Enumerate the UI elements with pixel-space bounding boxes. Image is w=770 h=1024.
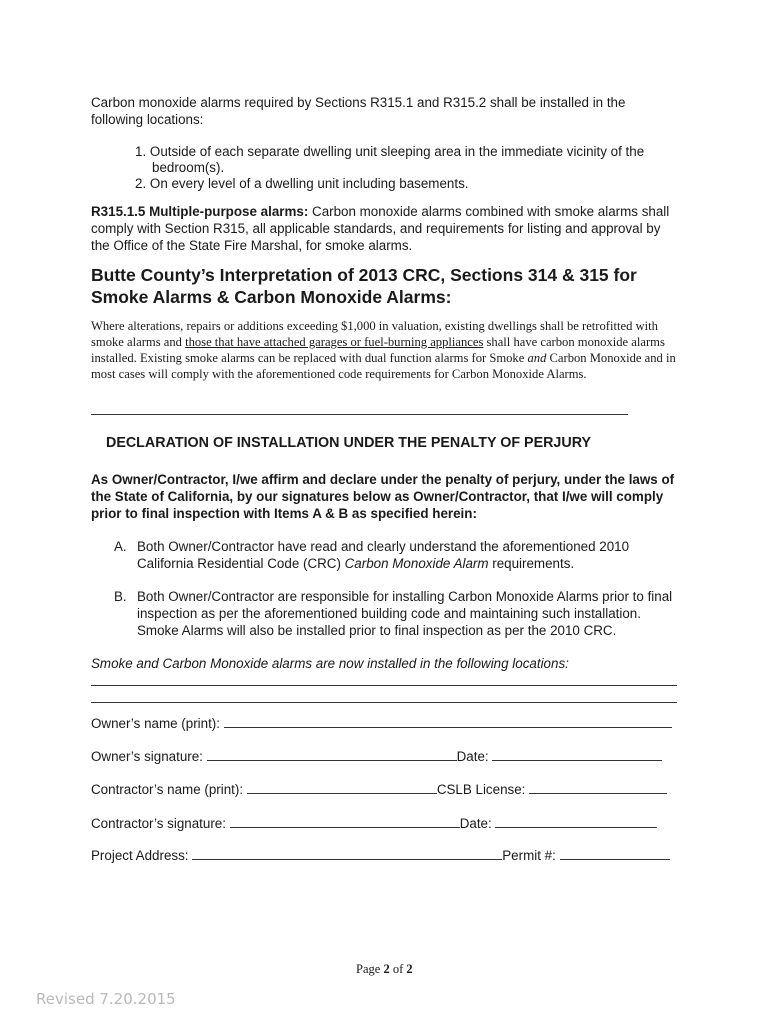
r315-heading: R315.1.5 Multiple-purpose alarms: — [91, 204, 309, 219]
location-item-2 — [135, 175, 695, 192]
interpretation-italic: and — [527, 351, 547, 365]
contractor-signature-row — [91, 815, 657, 832]
item-a-letter: A. — [114, 539, 127, 554]
interpretation-text-1: Where alterations, repairs or additions exceeding $1,000 in valuation, existing dwellings shall be retrofitted with smoke alarms and — [91, 319, 658, 349]
item-a-tail: requirements. — [488, 556, 575, 571]
project-address-field[interactable] — [192, 847, 502, 860]
location-text: Outside of each separate dwelling unit sleeping area in the immediate vicinity of the — [149, 144, 645, 159]
owner-name-label: Owner’s name (print): — [91, 716, 220, 731]
item-a-italic: Carbon Monoxide Alarm — [344, 556, 489, 571]
locations-note: Smoke and Carbon Monoxide alarms are now installed in the following locations: — [91, 656, 569, 671]
cslb-field[interactable] — [529, 781, 667, 794]
interpretation-text-2: shall have carbon monoxide alarms installed. Existing smoke alarms can be replaced with dual function alarms for Smoke — [91, 335, 665, 365]
r315-text: Carbon monoxide alarms combined with smoke alarms shall comply with Section R315, all applicable standards, and requirements for listing and approval by the Office of the State Fire Marshal, for smoke alarms. — [91, 204, 670, 253]
owner-signature-field[interactable] — [207, 748, 457, 761]
contractor-name-field[interactable] — [247, 781, 437, 794]
owner-name-row — [91, 715, 672, 732]
owner-name-field[interactable] — [224, 715, 672, 728]
contractor-name-label: Contractor’s name (print): — [91, 782, 244, 797]
declaration-title: DECLARATION OF INSTALLATION UNDER THE PENALTY OF PERJURY — [106, 435, 592, 451]
interpretation-paragraph — [91, 318, 681, 382]
date-label: Date: — [459, 816, 492, 831]
page-prefix: Page — [356, 962, 384, 976]
intro-paragraph: Carbon monoxide alarms required by Sections R315.1 and R315.2 shall be installed in the following locations: — [91, 95, 626, 127]
revision-date: Revised 7.20.2015 — [36, 990, 176, 1008]
location-item-1-cont: bedroom(s). — [152, 160, 225, 175]
location-text: On every level of a dwelling unit including basements. — [149, 176, 469, 191]
interpretation-title: Butte County’s Interpretation of 2013 CRC, Sections 314 & 315 for Smoke Alarms & Carbon Monoxide Alarms: — [91, 265, 637, 307]
permit-label: Permit #: — [502, 848, 556, 863]
location-number: 1. — [135, 144, 147, 159]
owner-signature-label: Owner’s signature: — [91, 749, 203, 764]
contractor-name-row — [91, 781, 667, 798]
project-address-label: Project Address: — [91, 848, 189, 863]
declaration-affirmation: As Owner/Contractor, I/we affirm and declare under the penalty of perjury, under the laws of the State of California, by our signatures below as Owner/Contractor, that I/we will comply prior to final inspection with Items A & B as specified herein: — [91, 472, 675, 521]
project-address-row — [91, 847, 670, 864]
permit-field[interactable] — [560, 847, 670, 860]
section-divider — [91, 414, 628, 415]
location-item-1 — [135, 143, 695, 160]
location-number: 2. — [135, 176, 147, 191]
item-b-letter: B. — [114, 589, 127, 604]
owner-date-field[interactable] — [492, 748, 662, 761]
cslb-label: CSLB License: — [436, 782, 526, 797]
item-b-text: Both Owner/Contractor are responsible for installing Carbon Monoxide Alarms prior to final inspection as per the aforementioned building code and maintaining such installation. Smoke Alarms will also be installed prior to final inspection as per the 2010 CRC. — [137, 589, 673, 638]
page-of: of — [389, 962, 407, 976]
interpretation-underlined: those that have attached garages or fuel-burning appliances — [185, 335, 484, 349]
item-a-body: Both Owner/Contractor have read and clearly understand the aforementioned 2010 California Residential Code (CRC) — [137, 539, 630, 571]
locations-line-2[interactable] — [91, 702, 677, 703]
owner-signature-row — [91, 748, 662, 765]
r315-paragraph — [91, 203, 671, 254]
page-total: 2 — [406, 962, 413, 976]
date-label: Date: — [456, 749, 489, 764]
locations-line-1[interactable] — [91, 685, 677, 686]
contractor-date-field[interactable] — [495, 815, 657, 828]
page-number — [356, 962, 413, 977]
contractor-signature-label: Contractor’s signature: — [91, 816, 226, 831]
contractor-signature-field[interactable] — [230, 815, 460, 828]
interpretation-text-3: Carbon Monoxide and in most cases will comply with the aforementioned code requirements for Carbon Monoxide Alarms. — [91, 351, 676, 381]
item-a-text — [137, 538, 667, 572]
page-current: 2 — [383, 962, 390, 976]
